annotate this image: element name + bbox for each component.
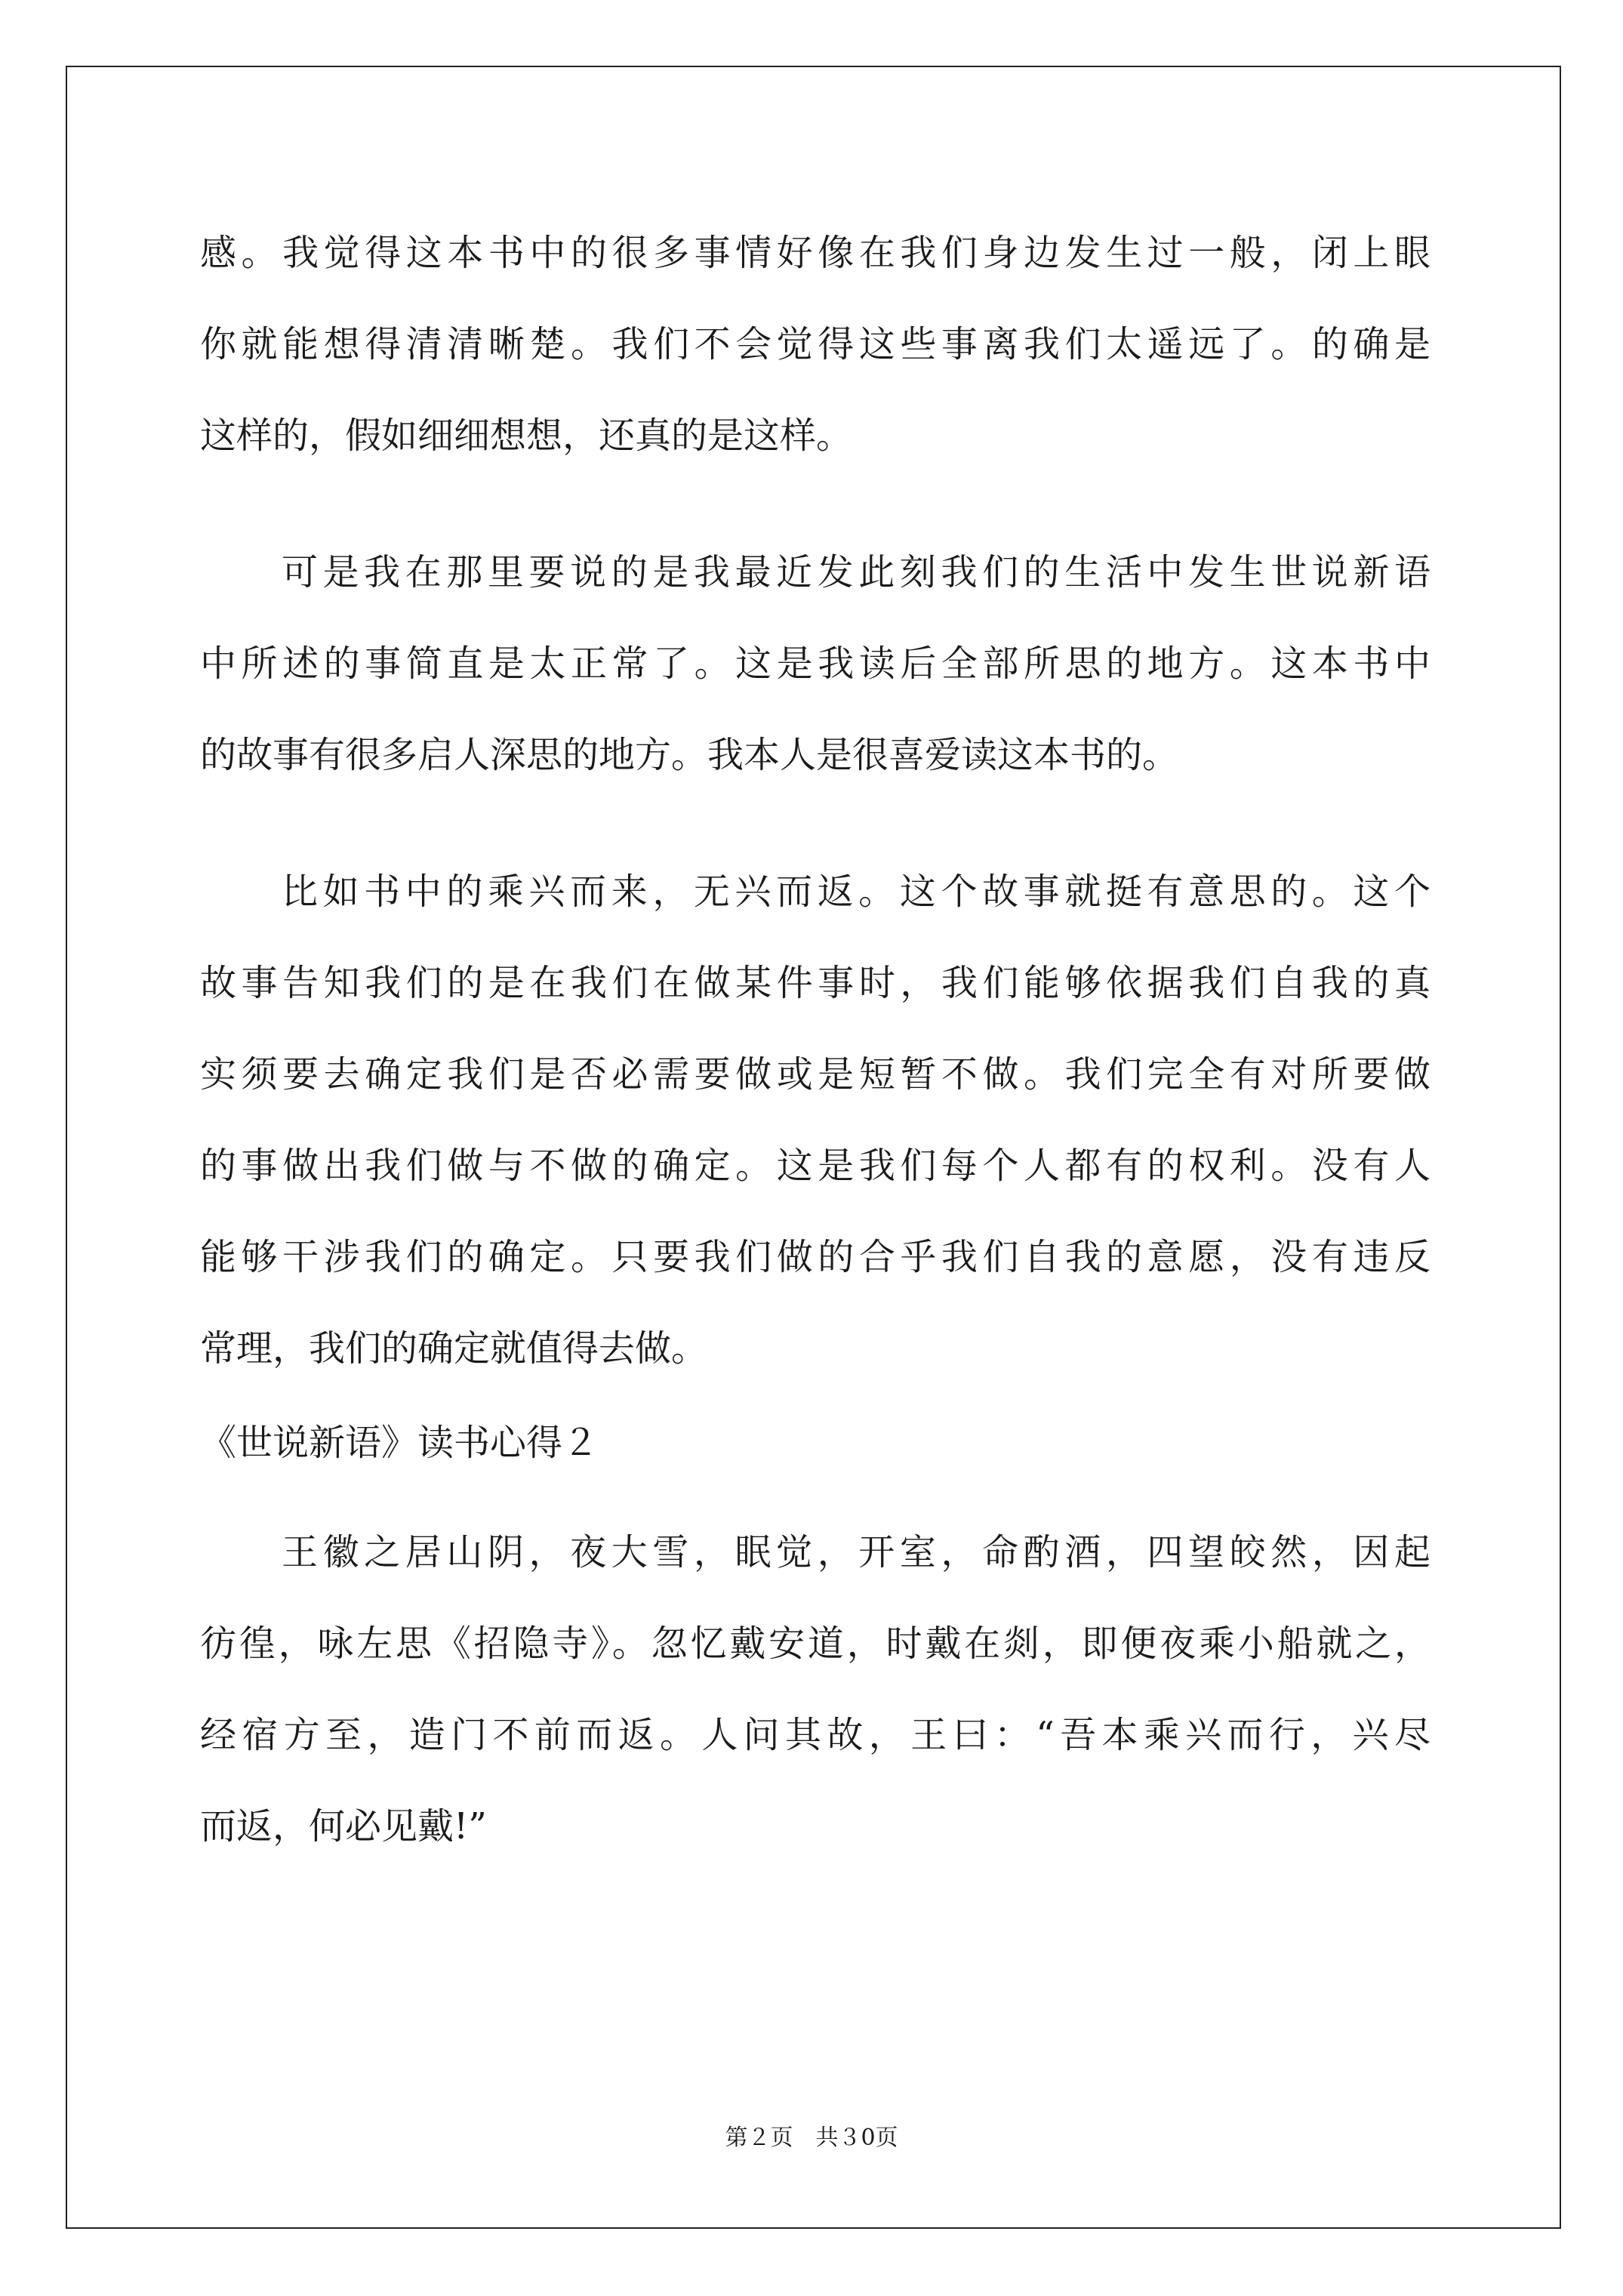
- text-line-16: 经宿方至，造门不前而返。人问其故，王曰：“吾本乘兴而行，兴尽: [200, 1714, 1431, 1756]
- text-line-7: 比如书中的乘兴而来，无兴而返。这个故事就挺有意思的。这个: [282, 871, 1431, 913]
- page-number-footer: 第２页 共３0页: [725, 2125, 898, 2151]
- text-line-8: 故事告知我们的是在我们在做某件事时，我们能够依据我们自我的真: [200, 962, 1431, 1004]
- text-line-3: 这样的，假如细细想想，还真的是这样。: [200, 415, 853, 457]
- text-line-10: 的事做出我们做与不做的确定。这是我们每个人都有的权利。没有人: [200, 1145, 1431, 1187]
- text-line-4: 可是我在那里要说的是我最近发此刻我们的生活中发生世说新语: [282, 551, 1431, 593]
- section-heading: 《世说新语》读书心得２: [200, 1422, 599, 1464]
- text-line-5: 中所述的事简直是太正常了。这是我读后全部所思的地方。这本书中: [200, 643, 1431, 685]
- text-line-11: 能够干涉我们的确定。只要我们做的合乎我们自我的意愿，没有违反: [200, 1236, 1431, 1278]
- text-line-6: 的故事有很多启人深思的地方。我本人是很喜爱读这本书的。: [200, 734, 1179, 776]
- text-line-12: 常理，我们的确定就值得去做。: [200, 1327, 708, 1370]
- text-line-14: 王徽之居山阴，夜大雪，眠觉，开室，命酌酒，四望皎然，因起: [282, 1531, 1431, 1573]
- text-line-2: 你就能想得清清晰楚。我们不会觉得这些事离我们太遥远了。的确是: [200, 323, 1431, 365]
- text-line-15: 彷徨，咏左思《招隐寺》。忽忆戴安道，时戴在剡，即便夜乘小船就之，: [200, 1623, 1431, 1665]
- text-line-9: 实须要去确定我们是否必需要做或是短暂不做。我们完全有对所要做: [200, 1053, 1431, 1096]
- text-line-17: 而返，何必见戴!”: [200, 1805, 487, 1848]
- text-line-1: 感。我觉得这本书中的很多事情好像在我们身边发生过一般，闭上眼: [200, 232, 1431, 274]
